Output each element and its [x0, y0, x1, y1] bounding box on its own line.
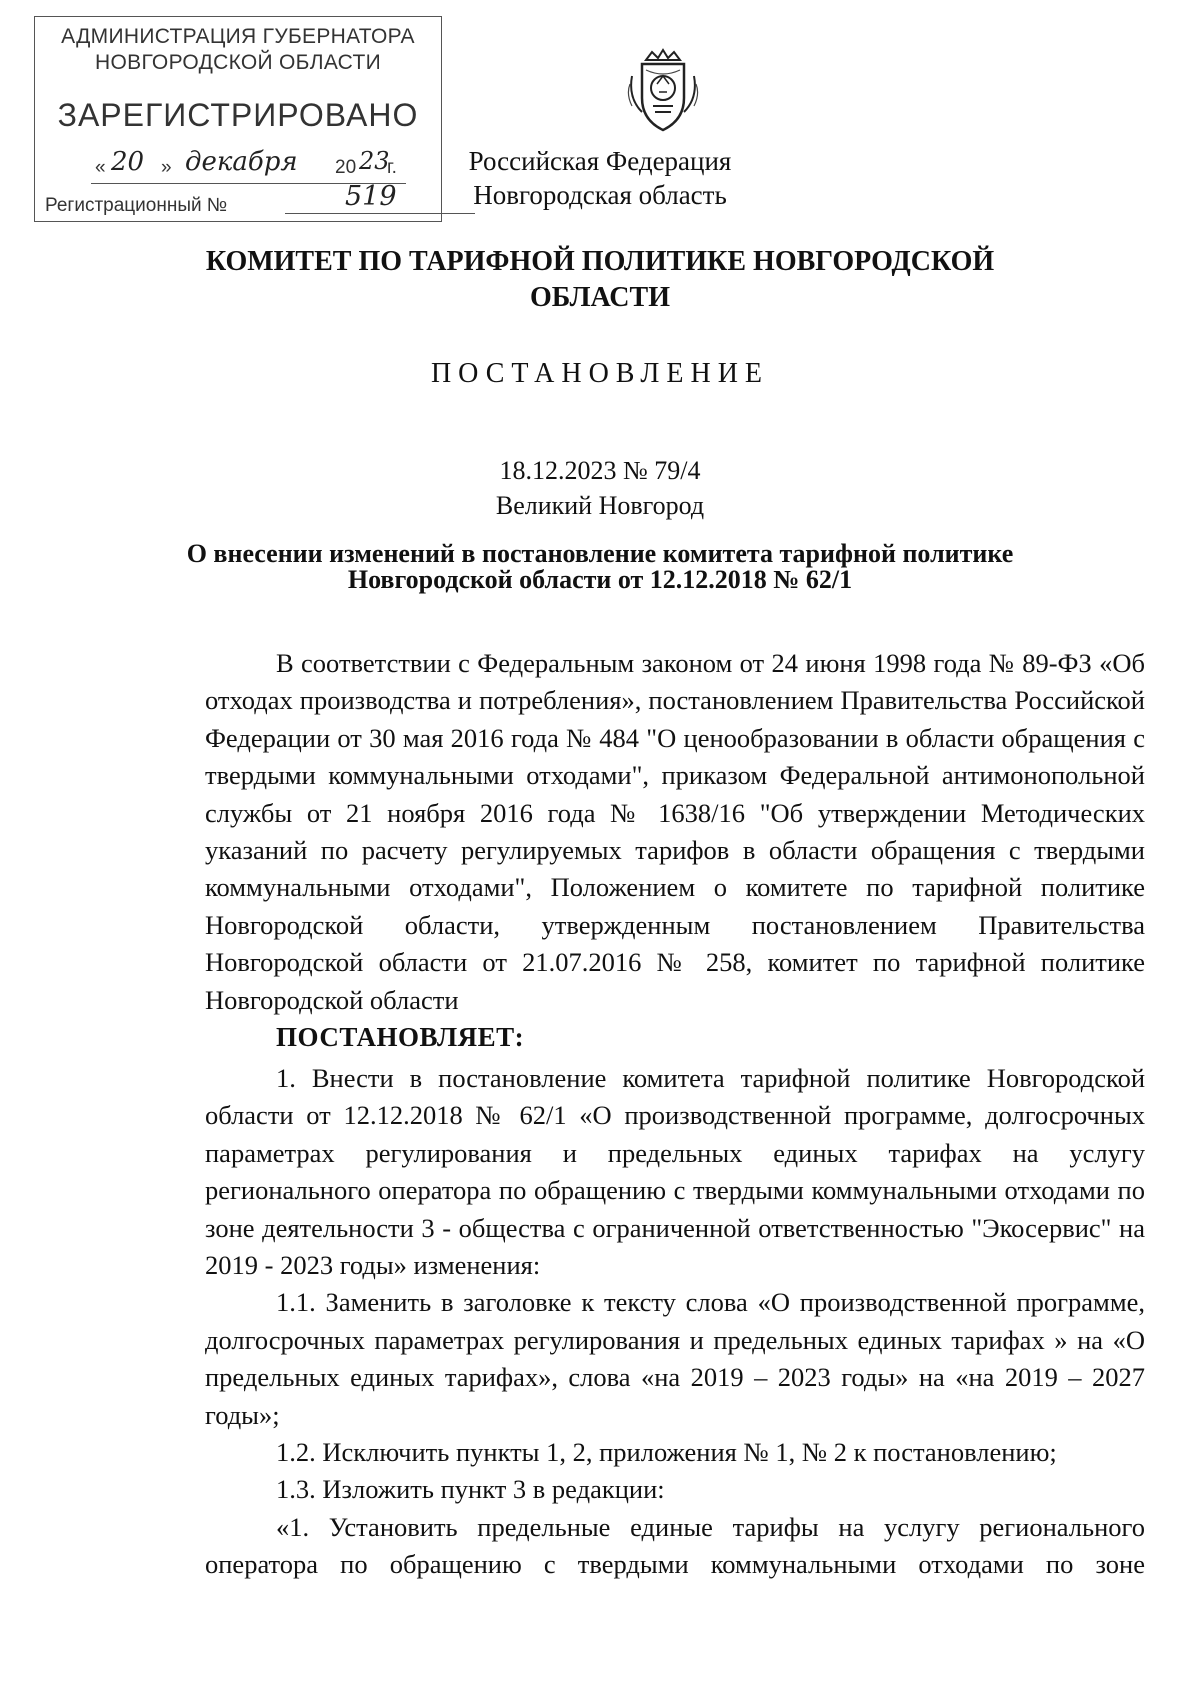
document-city: Великий Новгород	[495, 491, 705, 520]
subject-line1: О внесении изменений в постановление комитета тарифной политике	[186, 539, 1014, 568]
document-date-number: 18.12.2023 № 79/4	[499, 456, 701, 485]
coat-of-arms-icon	[624, 46, 702, 134]
stamp-line2: НОВГОРОДСКОЙ ОБЛАСТИ	[95, 51, 381, 74]
item-1-2: 1.2. Исключить пункты 1, 2, приложения № 1, № 2 к постановлению;	[276, 1437, 1057, 1468]
stamp-year-prefix: 20	[335, 157, 357, 178]
item-quote: «1. Установить предельные единые тарифы на услугу регионального оператора по обращению с твердыми коммунальными отходами по зоне	[205, 1511, 1145, 1580]
stamp-number: 519	[345, 181, 397, 212]
stamp-year-suffix: 23	[359, 147, 390, 175]
region-name: Новгородская область	[473, 180, 727, 210]
committee-title-line1: КОМИТЕТ ПО ТАРИФНОЙ ПОЛИТИКЕ НОВГОРОДСКОЙ	[205, 246, 995, 277]
stamp-registered: ЗАРЕГИСТРИРОВАНО	[57, 97, 419, 133]
item-1: 1. Внести в постановление комитета тарифной политике Новгородской области от 12.12.2018 № 62/1 «О производственной программе, долгосрочных параметрах регулирования и предельных единых тарифах на услугу регионального оператора по обращению с твердыми коммунальными отходами по зоне деятельности 3 - общества с ограниченной ответственностью "Экосервис" на 2019 - 2023 годы» изменения:	[205, 1063, 1145, 1281]
preamble-block	[205, 645, 1145, 1019]
stamp-number-underline	[285, 213, 475, 214]
stamp-month: декабря	[185, 147, 298, 177]
stamp-year-g: г.	[387, 157, 397, 178]
country-name: Российская Федерация	[468, 146, 732, 176]
items-block	[205, 1060, 1145, 1584]
stamp-line1: АДМИНИСТРАЦИЯ ГУБЕРНАТОРА	[61, 25, 415, 48]
document-type: ПОСТАНОВЛЕНИЕ	[430, 358, 770, 389]
preamble-paragraph: В соответствии с Федеральным законом от 24 июня 1998 года № 89-ФЗ «Об отходах производства и потребления», постановлением Правительства Российской Федерации от 30 мая 2016 года № 484 "О ценообразовании в области обращения с твердыми коммунальными отходами", приказом Федеральной антимонопольной службы от 21 ноября 2016 года № 1638/16 "Об утверждении Методических указаний по расчету регулируемых тарифов в области обращения с твердыми коммунальными отходами", Положением о комитете по тарифной политике Новгородской области, утвержденным постановлением Правительства Новгородской области от 21.07.2016 № 258, комитет по тарифной политике Новгородской области	[205, 648, 1145, 1015]
subject-line2: Новгородской области от 12.12.2018 № 62/1	[347, 565, 853, 594]
item-1-3: 1.3. Изложить пункт 3 в редакции:	[276, 1474, 665, 1505]
committee-title-line2: ОБЛАСТИ	[530, 282, 670, 313]
stamp-day: 20	[111, 147, 145, 177]
stamp-quote-close: »	[161, 157, 172, 178]
decree-heading: ПОСТАНОВЛЯЕТ:	[276, 1022, 525, 1052]
stamp-quote-open: «	[95, 157, 106, 178]
item-1-1: 1.1. Заменить в заголовке к тексту слова «О производственной программе, долгосрочных параметрах регулирования и предельных единых тарифах » на «О предельных единых тарифах», слова «на 2019 – 2023 годы» на «на 2019 – 2027 годы»;	[205, 1287, 1145, 1430]
stamp-number-label: Регистрационный №	[45, 195, 228, 216]
